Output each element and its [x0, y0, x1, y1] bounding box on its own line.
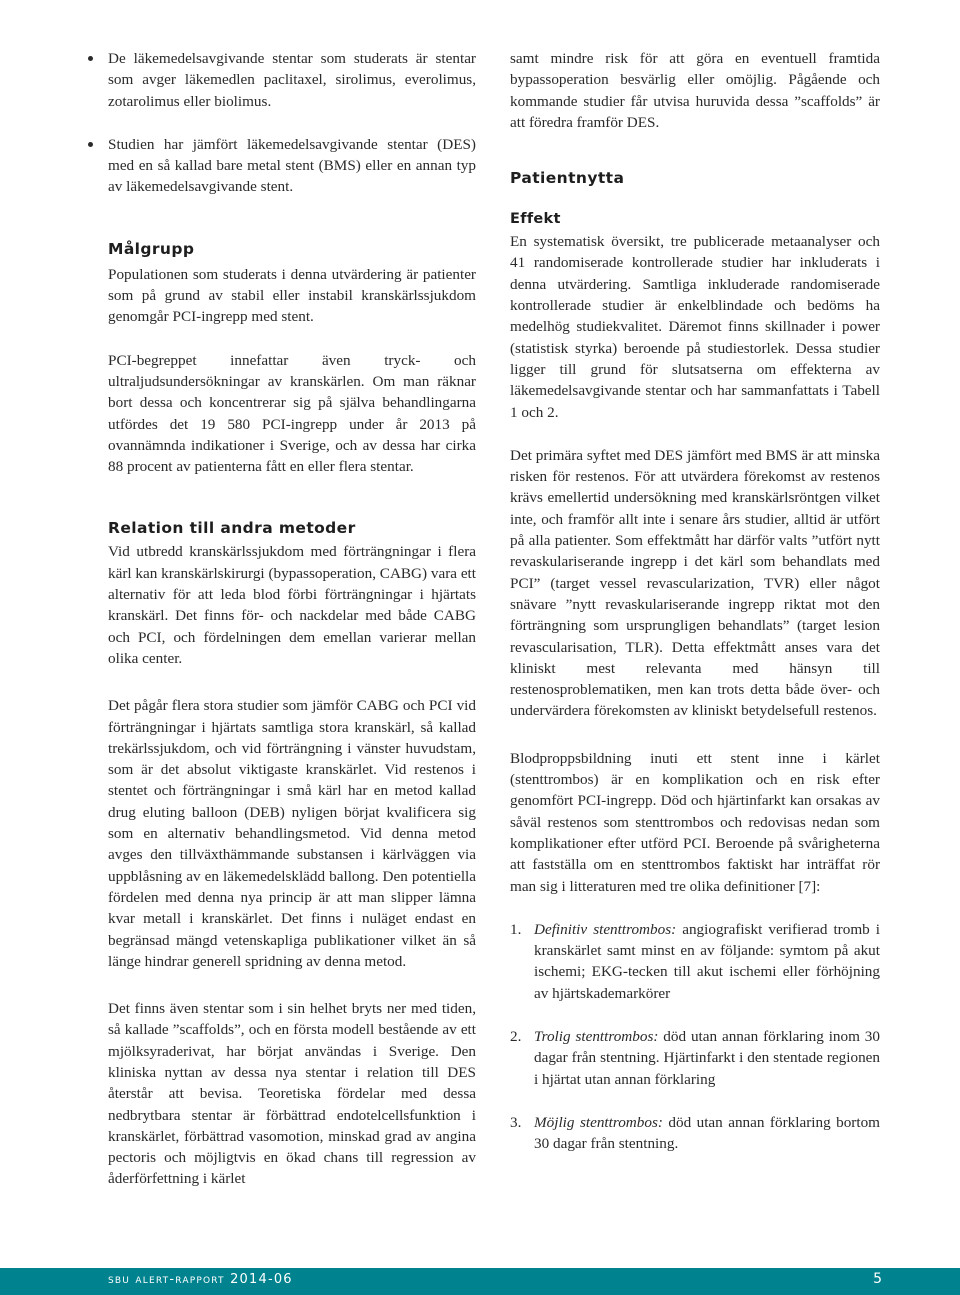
- bullet-list: [108, 48, 476, 198]
- section-malgrupp: [108, 238, 476, 478]
- list-number: 2.: [510, 1027, 522, 1045]
- section-relation: [108, 517, 476, 1189]
- paragraph: PCI-begreppet innefattar även tryck- och ultraljudsundersökningar av kranskärlen. Om man räknar bort dessa och koncentrerar sig på själva behandlingarna utfördes det 19 580 PCI-ingrepp under år 2013 på ovannämnda indikationer i Sverige, och av dessa har cirka 88 procent av patienterna fått en eller flera stentar.: [108, 351, 476, 476]
- subsection-heading: Effekt: [510, 211, 561, 228]
- paragraph: Det finns även stentar som i sin helhet bryts ner med tiden, så kallade ”scaffolds”, och en första modell bestående av ett mjölksyraderivat, har börjat användas i Sverige. Den kliniska nyttan av dessa nya stentar i relation till DES återstår att bevisa. Teoretiska fördelar med dessa nedbrytbara stentar är förbättrad endotelcellsfunktion i kranskärlet, förbättrad vasomotion, minskad grad av angina pectoris och möjligtvis en ökad chans till regression av åderförfettning i kärlet: [108, 1000, 476, 1188]
- definition-item: [510, 1112, 880, 1155]
- list-number: 3.: [510, 1113, 522, 1131]
- right-column: [510, 48, 880, 1176]
- definition-item: [510, 919, 880, 1004]
- definition-list: [510, 919, 880, 1155]
- paragraph: Det pågår flera stora studier som jämför CABG och PCI vid förträngningar i hjärtats samtliga stora kranskärl, så kallad trekärlssjukdom, och vid förträngning i vänster huvudstam, som är det absolut viktigaste kranskärlet. Vid restenos i stentet och förträngningar i små kärl har en metod kallad drug eluting balloon (DEB) nyligen börjat kvalificera sig som en alternativ behandlingsmetod. Vid denna metod avges den tillväxthämmande substansen i kärlväggen via uppblåsning av en läkemedelsklädd ballong. Den potentiella fördelen med denna nya princip är att man slipper lämna kvar metall i kranskärlet. Det finns i nuläget endast en begränsad mängd vetenskapliga publikationer vilket än så länge hindrar generell spridning av denna metod.: [108, 697, 476, 970]
- section-heading: Relation till andra metoder: [108, 519, 356, 538]
- paragraph: samt mindre risk för att göra en eventuell framtida bypassoperation besvärlig eller omöjlig. Pågående och kommande studier får utvisa huruvida dessa ”scaffolds” är att föredra framför DES.: [510, 50, 880, 131]
- definition-term: Trolig stenttrombos:: [534, 1027, 659, 1045]
- section-heading: Patientnytta: [510, 169, 625, 188]
- bullet-item: Studien har jämfört läkemedelsavgivande stentar (DES) med en så kallad bare metal stent (BMS) eller en annan typ av läkemedelsavgivande stent.: [88, 134, 476, 198]
- definition-text: död utan annan förklaring bortom 30 dagar från stentning.: [534, 1113, 880, 1153]
- footer-bar: [0, 1268, 960, 1295]
- definition-text: angiografiskt verifierad tromb i kranskärlet samt minst en av följande: symtom på akut ischemi; EKG-tecken till akut ischemi eller förhöjning av hjärtskademarkörer: [534, 920, 880, 1002]
- definition-item: [510, 1026, 880, 1090]
- paragraph: Populationen som studerats i denna utvärdering är patienter som på grund av stabil eller instabil kranskärlssjukdom genomgår PCI-ingrepp med stent.: [108, 265, 476, 326]
- bullet-item: De läkemedelsavgivande stentar som studerats är stentar som avger läkemedlen paclitaxel, sirolimus, everolimus, zotarolimus eller biolimus.: [88, 48, 476, 112]
- paragraph: Blodproppsbildning inuti ett stent inne i kärlet (stenttrombos) är en komplikation och en risk efter genomfört PCI-ingrepp. Död och hjärtinfarkt kan orsakas av såväl restenos som stenttrombos och redovisas nedan som komplikationer efter utförd PCI. Beroende på svårigheterna att fastställa om en stenttrombos faktiskt har inträffat rör man sig i litteraturen med tre olika definitioner [7]:: [510, 749, 880, 895]
- report-name: sbu alert-rapport 2014-06: [108, 1272, 293, 1287]
- paragraph: Det primära syftet med DES jämfört med BMS är att minska risken för restenos. För att utvärdera förekomst av restenos krävs emellertid undersökning med kranskärlsröntgen vilket inte, och framför allt inte i senare års studier, alltid är utfört på alla patienter. Som effektmått har därför valts ”utfört nytt revaskulariserande ingrepp i det kärl som behandlats med PCI” (target vessel revascularization, TVR) eller något snävare ”nytt revaskulariserande ingrepp riktat mot den förträngning som ursprungligen behandlats” (target lesion revascularisation, TLR). Detta effektmått anses vara det kliniskt mest relevanta med hänsyn till restenosproblematiken, men kan trots detta både över- och undervärdera förekomsten av kliniskt betydelsefull restenos.: [510, 446, 880, 720]
- definition-text: död utan annan förklaring inom 30 dagar från stentning. Hjärtinfarkt i den stentade regionen i hjärtat utan annan förklaring: [534, 1027, 880, 1088]
- section-heading: Målgrupp: [108, 239, 195, 258]
- section-patientnytta: [510, 167, 880, 897]
- list-number: 1.: [510, 920, 522, 938]
- definition-term: Möjlig stenttrombos:: [534, 1113, 663, 1131]
- paragraph: Vid utbredd kranskärlssjukdom med förträngningar i flera kärl kan kranskärlskirurgi (bypassoperation, CABG) vara ett alternativ för att leda blod förbi förträngningar i hjärtats kranskärl. Det finns för- och nackdelar med både CABG och PCI, och fördelningen dem emellan varierar mellan olika center.: [108, 543, 476, 667]
- page-number: 5: [873, 1271, 882, 1287]
- definition-term: Definitiv stenttrombos:: [534, 920, 677, 938]
- paragraph: En systematisk översikt, tre publicerade metaanalyser och 41 randomiserade kontrollerade studier har inkluderats i denna utvärdering. Samtliga inkluderade randomiserade kontrollerade studier är enkelblindade och bedöms ha medelhög studiekvalitet. Däremot finns skillnader i power (statistisk styrka) beroende på studiestorlek. Dessa studier ligger till grund för slutsatserna om effekterna av läkemedelsavgivande stentar och har sammanfattats i Tabell 1 och 2.: [510, 233, 880, 421]
- left-column: [108, 48, 476, 1212]
